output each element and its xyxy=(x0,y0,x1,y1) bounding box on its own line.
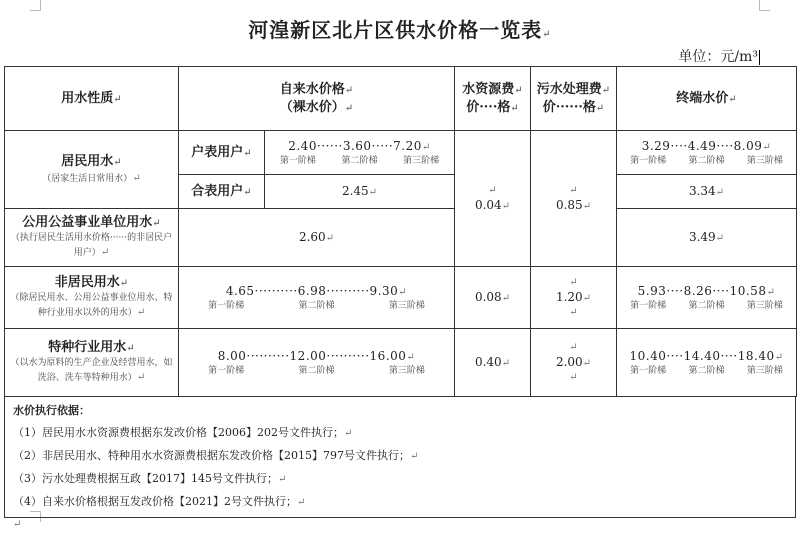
row-public-name: 公用公益事业单位用水↵ （执行居民生活用水价格······的非居民户用户）↵ xyxy=(5,209,179,267)
header-category: 用水性质↵ xyxy=(5,67,179,131)
notes-item-1: （1）居民用水水资源费根据东发改价格【2006】202号文件执行；↵ xyxy=(13,426,353,439)
row-residential-name: 居民用水↵ （居家生活日常用水）↵ xyxy=(5,131,179,209)
page-title: 河湟新区北片区供水价格一览表↵ xyxy=(248,18,552,42)
non-residential-resource-fee: 0.08↵ xyxy=(455,267,531,329)
public-price: 2.60↵ xyxy=(179,209,455,267)
residential-household-terminal: 3.29····4.49····8.09↵ 第一阶梯 第二阶梯 第三阶梯 xyxy=(617,131,797,175)
special-prices: 8.00··········12.00··········16.00↵ 第一阶梯 第二阶梯 第三阶梯 xyxy=(179,329,455,397)
header-terminal-price: 终端水价↵ xyxy=(617,67,797,131)
notes-item-2: （2）非居民用水、特种用水水资源费根据东发改价格【2015】797号文件执行；↵ xyxy=(13,449,419,462)
row-special-name: 特种行业用水↵ （以水为原料的生产企业及经营用水，如洗浴、洗车等特种用水）↵ xyxy=(5,329,179,397)
residential-shared-terminal: 3.34↵ xyxy=(617,175,797,209)
residential-household-label: 户表用户↵ xyxy=(179,131,265,175)
public-terminal: 3.49↵ xyxy=(617,209,797,267)
residential-shared-price: 2.45↵ xyxy=(265,175,455,209)
residential-shared-label: 合表用户↵ xyxy=(179,175,265,209)
text-cursor xyxy=(759,50,760,65)
shared-resource-fee: ↵ 0.04↵ xyxy=(455,131,531,267)
corner-mark-top-left xyxy=(30,0,41,11)
price-table xyxy=(4,66,797,397)
non-residential-prices: 4.65··········6.98··········9.30↵ 第一阶梯 第二阶梯 第三阶梯 xyxy=(179,267,455,329)
notes-item-3: （3）污水处理费根据互政【2017】145号文件执行；↵ xyxy=(13,472,287,485)
non-residential-sewage-fee: ↵ 1.20↵ ↵ xyxy=(531,267,617,329)
special-sewage-fee: ↵ 2.00↵ ↵ xyxy=(531,329,617,397)
non-residential-terminal: 5.93····8.26····10.58↵ 第一阶梯 第二阶梯 第三阶梯 xyxy=(617,267,797,329)
residential-household-prices: 2.40······3.60·····7.20↵ 第一阶梯 第二阶梯 第三阶梯 xyxy=(265,131,455,175)
row-non-residential-name: 非居民用水↵ （除居民用水、公用公益事业位用水、特种行业用水以外的用水）↵ xyxy=(5,267,179,329)
shared-sewage-fee: ↵ 0.85↵ xyxy=(531,131,617,267)
notes-item-4: （4）自来水价格根据互发改价格【2021】2号文件执行；↵ xyxy=(13,495,306,508)
header-sewage-fee: 污水处理费↵ 价······格↵ xyxy=(531,67,617,131)
special-resource-fee: 0.40↵ xyxy=(455,329,531,397)
header-water-resource-fee: 水资源费↵ 价····格↵ xyxy=(455,67,531,131)
notes-section: 水价执行依据： （1）居民用水水资源费根据东发改价格【2006】202号文件执行；↵ （2）非居民用水、特种用水水资源费根据东发改价格【2015】797号文件执行；↵ （3）污水处理费根据互政【2017】145号文件执行；↵ （4）自来水价格根据互发改价格【2021】2号文件执行；↵ ↵ xyxy=(4,396,796,518)
header-tap-water-price: 自来水价格↵ （裸水价）↵ xyxy=(179,67,455,131)
special-terminal: 10.40····14.40····18.40↵ 第一阶梯 第二阶梯 第三阶梯 xyxy=(617,329,797,397)
unit-label: 单位：元/m³ xyxy=(678,49,758,65)
notes-title: 水价执行依据： xyxy=(13,404,90,417)
corner-mark-top-right xyxy=(759,0,770,11)
